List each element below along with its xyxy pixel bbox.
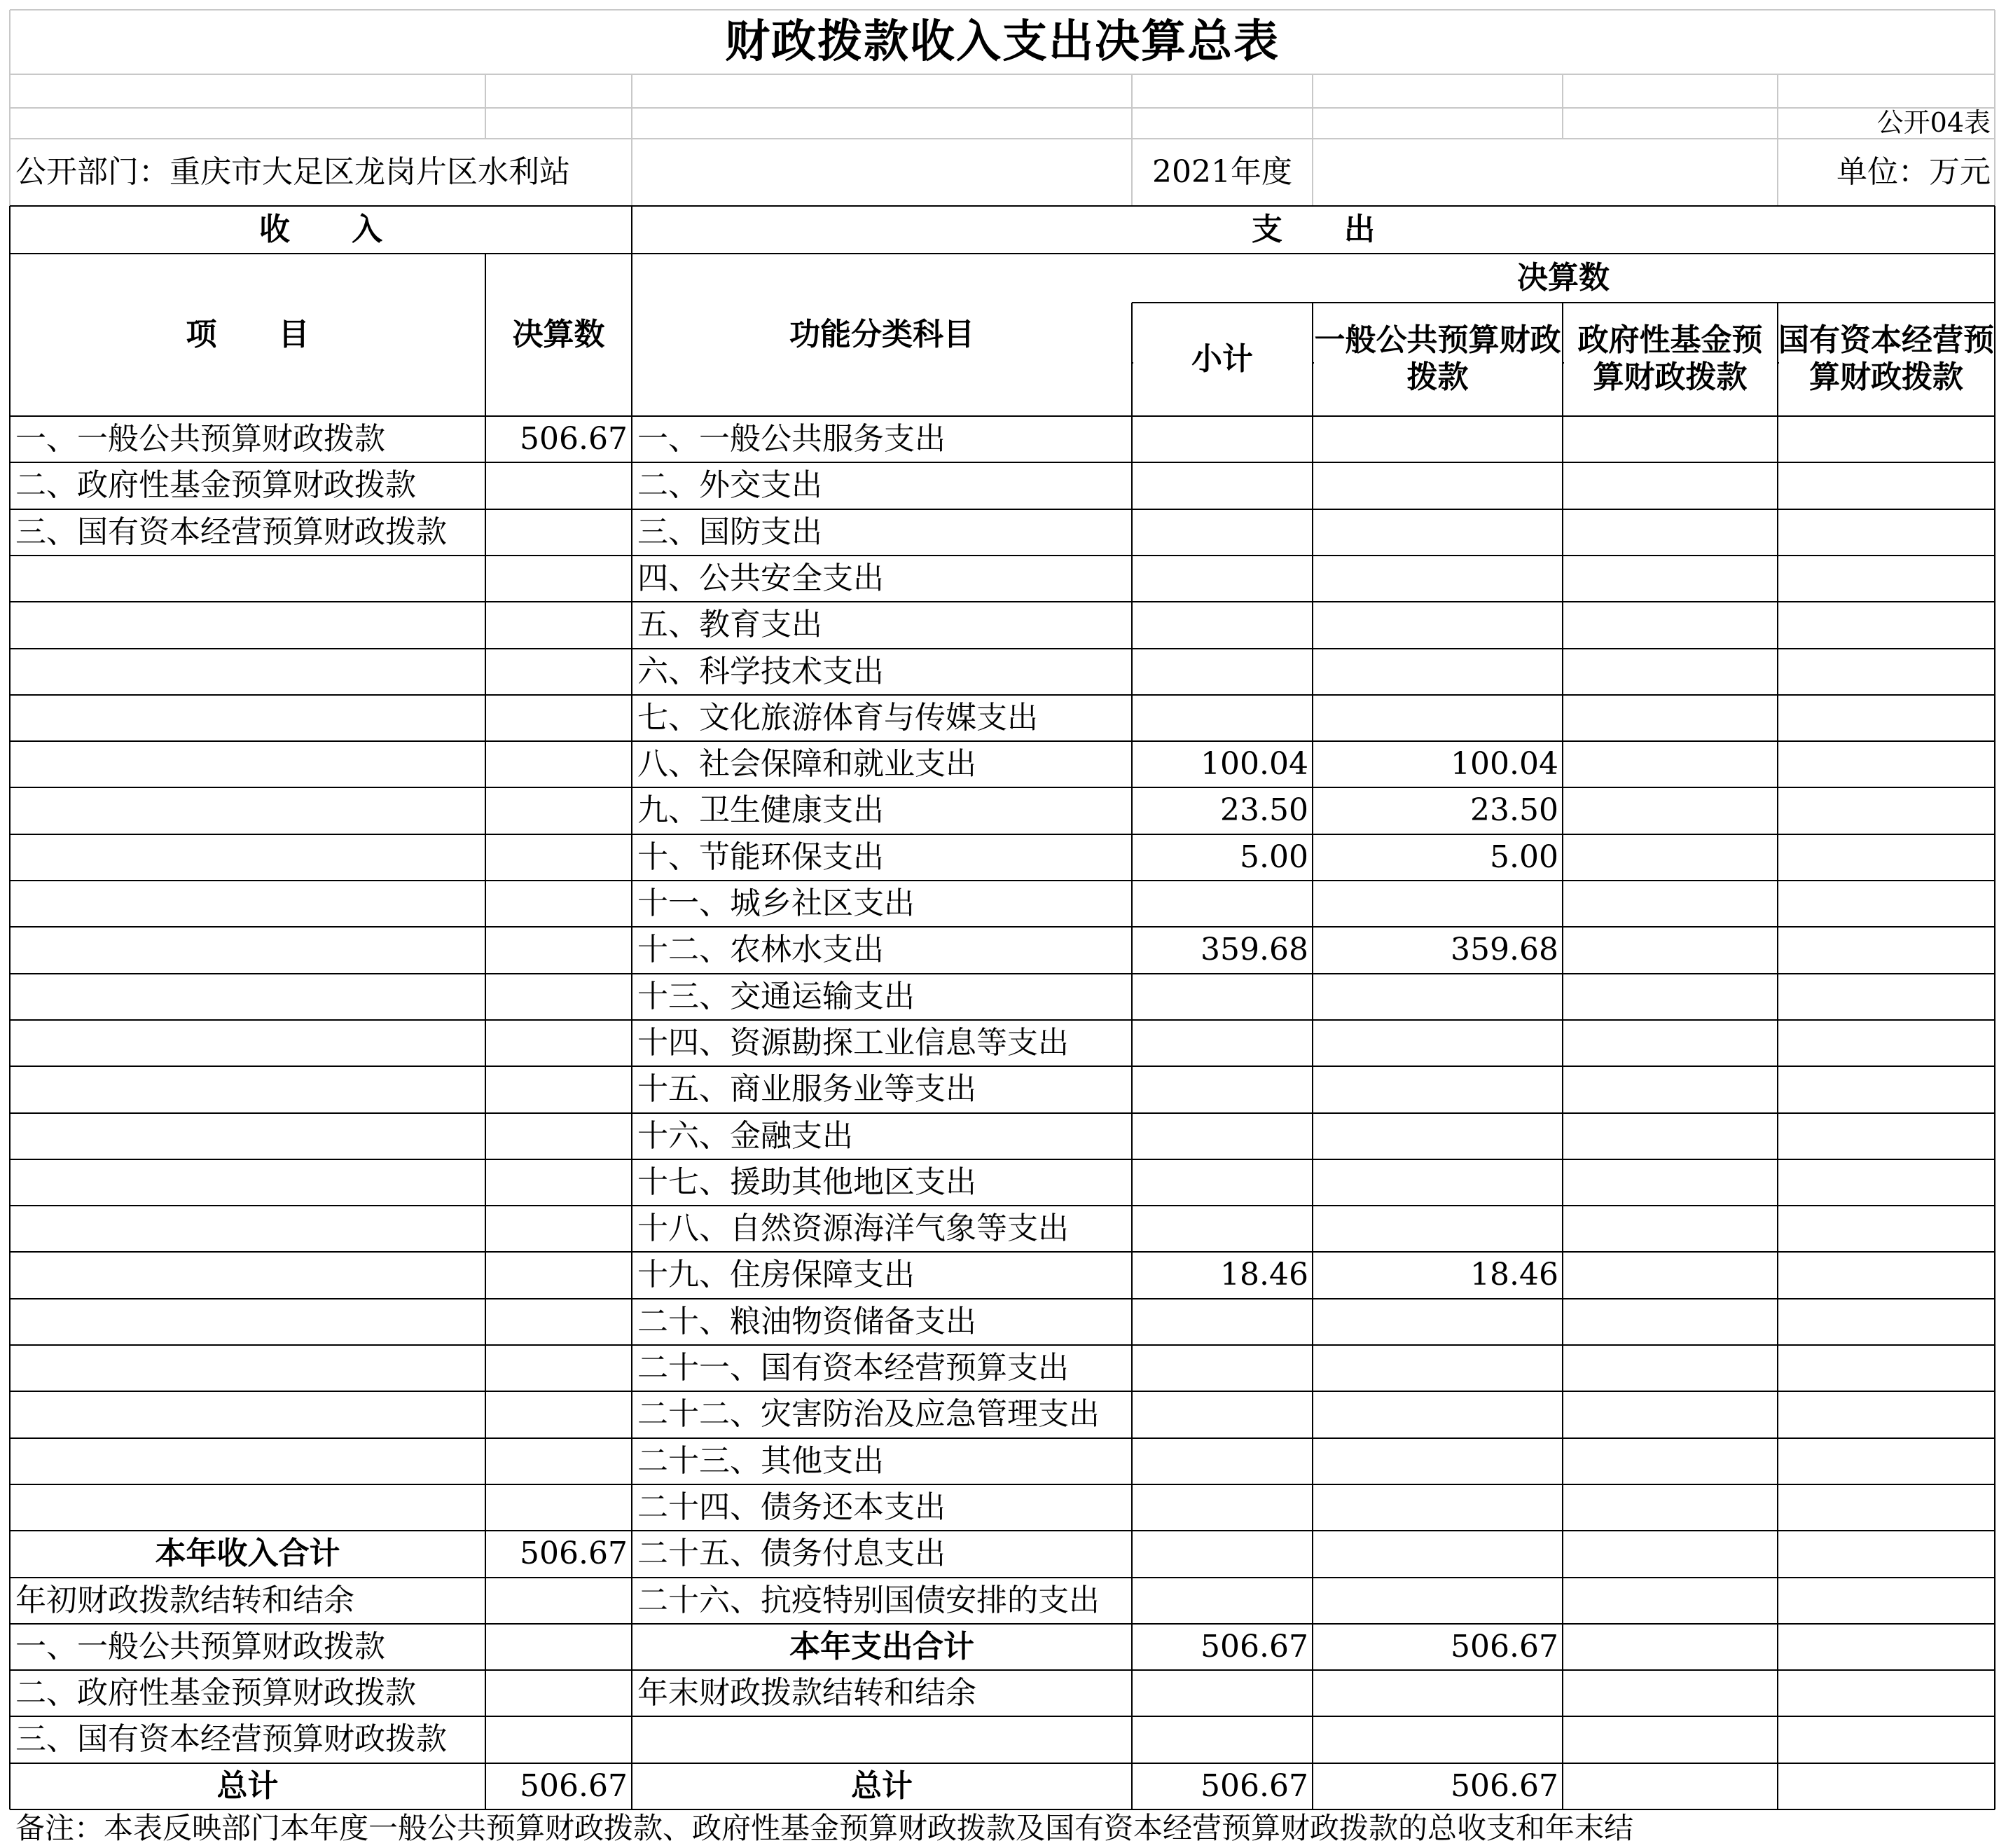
expense-subject: 十一、城乡社区支出 [637,885,915,921]
expense-gov-fund [1563,509,1778,556]
expense-subject: 二十二、灾害防治及应急管理支出 [637,1396,1100,1433]
income-item: 年初财政拨款结转和结余 [15,1582,354,1618]
expense-subject: 五、教育支出 [637,607,822,643]
expense-state-capital [1778,834,1995,881]
income-item: 一、一般公共预算财政拨款 [15,420,385,457]
expense-gov-fund [1563,416,1778,462]
expense-general-budget [1313,602,1563,649]
expense-subtotal [1132,1531,1313,1578]
expense-gov-fund [1563,1484,1778,1531]
fiscal-year: 2021年度 [1152,153,1292,190]
expense-subtotal [1132,1578,1313,1624]
expense-state-capital [1778,1484,1995,1531]
expense-gov-fund [1563,834,1778,881]
income-amount [485,649,632,695]
income-amount [485,556,632,602]
expense-subject: 十七、援助其他地区支出 [637,1164,976,1200]
expense-gov-fund [1563,1438,1778,1484]
expense-subtotal [1132,974,1313,1020]
income-amount [485,1391,632,1438]
expense-state-capital [1778,1020,1995,1066]
income-item [10,1252,485,1299]
expense-state-capital [1778,416,1995,462]
expense-gov-fund [1563,1345,1778,1391]
expense-gov-fund [1563,787,1778,834]
expense-general-budget [1313,416,1563,462]
expense-subject: 十九、住房保障支出 [637,1257,915,1293]
income-amount [485,1578,632,1624]
expense-subtotal [1132,1020,1313,1066]
expense-general-budget [1313,974,1563,1020]
expense-subtotal [1132,1206,1313,1252]
expense-subject: 十八、自然资源海洋气象等支出 [637,1210,1069,1246]
income-item [10,1206,485,1252]
expense-subject: 年末财政拨款结转和结余 [637,1674,976,1711]
expense-general-budget [1313,649,1563,695]
income-amount [485,602,632,649]
expense-subject: 二十四、债务还本支出 [637,1489,946,1525]
expense-general-budget [1313,1531,1563,1578]
expense-gov-fund [1563,1159,1778,1206]
expense-subject: 八、社会保障和就业支出 [637,745,976,782]
expense-subtotal [1132,695,1313,741]
income-item: 三、国有资本经营预算财政拨款 [15,1721,447,1758]
expense-gov-fund [1563,695,1778,741]
income-amount [485,1716,632,1763]
expense-state-capital [1778,1763,1995,1809]
expense-gov-fund [1563,1578,1778,1624]
expense-general-budget [1313,1020,1563,1066]
expense-subject: 十二、农林水支出 [637,932,884,968]
expense-subtotal [1132,1299,1313,1345]
expense-subtotal [1132,1670,1313,1716]
expense-state-capital [1778,1206,1995,1252]
income-amount [485,509,632,556]
income-amount [485,974,632,1020]
income-amount [485,1159,632,1206]
income-item: 本年收入合计 [155,1536,340,1572]
income-item [10,649,485,695]
income-amount: 506.67 [520,1536,628,1572]
department-label: 公开部门：重庆市大足区龙岗片区水利站 [15,153,570,190]
expense-state-capital [1778,927,1995,974]
income-item [10,1020,485,1066]
expense-subject: 十五、商业服务业等支出 [637,1071,976,1108]
expense-gov-fund [1563,1716,1778,1763]
expense-subject: 十六、金融支出 [637,1117,853,1154]
expense-subtotal [1132,602,1313,649]
expense-general-budget: 23.50 [1470,792,1558,829]
expense-subject: 二十三、其他支出 [637,1442,884,1479]
expense-state-capital [1778,1159,1995,1206]
expense-subtotal [1132,1159,1313,1206]
expense-gov-fund [1563,741,1778,787]
expense-state-capital [1778,1624,1995,1670]
expense-general-budget [1313,1391,1563,1438]
expense-gov-fund [1563,1206,1778,1252]
expense-gov-fund [1563,1252,1778,1299]
expense-state-capital [1778,649,1995,695]
expense-general-budget: 100.04 [1451,745,1558,782]
expense-subtotal: 18.46 [1220,1257,1308,1293]
footnote: 备注：本表反映部门本年度一般公共预算财政拨款、政府性基金预算财政拨款及国有资本经营预算财政拨款的总收支和年末结 [15,1811,1634,1846]
expense-gov-fund [1563,974,1778,1020]
income-item [10,1113,485,1159]
expense-subject: 本年支出合计 [789,1628,974,1664]
header-expense: 支 出 [1252,211,1375,247]
income-amount [485,462,632,509]
expense-gov-fund [1563,1113,1778,1159]
expense-state-capital [1778,509,1995,556]
expense-subject: 二十一、国有资本经营预算支出 [637,1349,1069,1386]
expense-gov-fund [1563,1624,1778,1670]
grid-line-v [631,74,632,139]
income-item [10,787,485,834]
income-amount [485,1206,632,1252]
income-item [10,1066,485,1113]
income-item: 一、一般公共预算财政拨款 [15,1628,385,1664]
expense-subtotal: 359.68 [1201,932,1308,968]
expense-general-budget: 506.67 [1451,1628,1558,1664]
expense-subject: 七、文化旅游体育与传媒支出 [637,699,1038,736]
grid-line-h [10,107,1995,109]
income-amount [485,834,632,881]
income-item [10,602,485,649]
income-item [10,1345,485,1391]
expense-subtotal: 23.50 [1220,792,1308,829]
header-general-budget: 一般公共预算财政拨款 [1314,322,1561,395]
header-income: 收 入 [259,211,382,247]
income-item [10,881,485,927]
expense-subtotal [1132,556,1313,602]
expense-general-budget [1313,556,1563,602]
expense-gov-fund [1563,1299,1778,1345]
expense-general-budget [1313,695,1563,741]
income-item [10,1484,485,1531]
expense-gov-fund [1563,881,1778,927]
header-final-amount: 决算数 [512,316,605,352]
expense-subtotal [1132,1438,1313,1484]
income-item [10,556,485,602]
expense-subject: 总计 [851,1767,913,1804]
income-amount [485,695,632,741]
expense-state-capital [1778,695,1995,741]
expense-state-capital [1778,974,1995,1020]
expense-subtotal [1132,1484,1313,1531]
table-number: 公开04表 [1876,108,1991,139]
expense-gov-fund [1563,1391,1778,1438]
expense-subject: 二十、粮油物资储备支出 [637,1303,976,1339]
expense-state-capital [1778,602,1995,649]
expense-gov-fund [1563,1763,1778,1809]
income-amount [485,1252,632,1299]
expense-subtotal [1132,1391,1313,1438]
expense-state-capital [1778,1252,1995,1299]
expense-subtotal [1132,1716,1313,1763]
income-item: 总计 [216,1767,279,1804]
income-item: 二、政府性基金预算财政拨款 [15,1674,416,1711]
expense-general-budget [1313,1438,1563,1484]
expense-general-budget [1313,1716,1563,1763]
expense-state-capital [1778,741,1995,787]
expense-gov-fund [1563,602,1778,649]
expense-subject: 六、科学技术支出 [637,653,884,689]
income-amount [485,1624,632,1670]
income-amount [485,1113,632,1159]
expense-subtotal [1132,881,1313,927]
expense-state-capital [1778,1670,1995,1716]
expense-subject: 九、卫生健康支出 [637,792,884,829]
expense-state-capital [1778,1299,1995,1345]
expense-subject: 三、国防支出 [637,513,822,550]
header-state-capital: 国有资本经营预算财政拨款 [1778,322,1994,395]
income-item [10,1438,485,1484]
expense-general-budget [1313,1484,1563,1531]
expense-gov-fund [1563,462,1778,509]
header-gov-fund: 政府性基金预算财政拨款 [1577,322,1763,395]
expense-state-capital [1778,1345,1995,1391]
expense-general-budget [1313,1578,1563,1624]
expense-gov-fund [1563,649,1778,695]
expense-subtotal: 5.00 [1240,839,1308,875]
expense-subtotal [1132,462,1313,509]
income-item [10,974,485,1020]
expense-subject: 十三、交通运输支出 [637,978,915,1014]
expense-general-budget [1313,1159,1563,1206]
expense-general-budget: 5.00 [1490,839,1558,875]
unit-label: 单位：万元 [1837,153,1991,190]
expense-state-capital [1778,462,1995,509]
grid-line-v [1562,74,1563,139]
report-title: 财政拨款收入支出决算总表 [725,15,1280,68]
expense-general-budget [1313,1670,1563,1716]
grid-line-v [1131,74,1133,139]
expense-state-capital [1778,1438,1995,1484]
expense-subtotal [1132,509,1313,556]
expense-general-budget: 359.68 [1451,932,1558,968]
expense-state-capital [1778,1391,1995,1438]
income-amount [485,927,632,974]
expense-general-budget [1313,1345,1563,1391]
income-item [10,1299,485,1345]
expense-state-capital [1778,1578,1995,1624]
expense-subject: 二十六、抗疫特别国债安排的支出 [637,1582,1100,1618]
expense-state-capital [1778,1716,1995,1763]
income-item [10,1159,485,1206]
expense-subtotal [1132,416,1313,462]
income-item [10,695,485,741]
income-amount [485,741,632,787]
grid-line-v [1312,74,1313,139]
expense-gov-fund [1563,1670,1778,1716]
income-amount [485,787,632,834]
income-item [10,927,485,974]
expense-subject [632,1716,1132,1763]
expense-subject: 一、一般公共服务支出 [637,420,946,457]
income-amount: 506.67 [520,1767,628,1804]
header-function-subject: 功能分类科目 [789,316,974,352]
expense-state-capital [1778,1531,1995,1578]
expense-state-capital [1778,1066,1995,1113]
expense-gov-fund [1563,556,1778,602]
expense-general-budget [1313,1113,1563,1159]
expense-gov-fund [1563,1531,1778,1578]
expense-general-budget [1313,881,1563,927]
expense-state-capital [1778,1113,1995,1159]
expense-subtotal [1132,1066,1313,1113]
income-item [10,834,485,881]
income-amount [485,1438,632,1484]
header-subtotal: 小计 [1191,340,1253,377]
expense-general-budget: 506.67 [1451,1767,1558,1804]
income-amount [485,881,632,927]
header-item: 项 目 [186,316,310,352]
income-item [10,741,485,787]
expense-subject: 十、节能环保支出 [637,839,884,875]
expense-state-capital [1778,787,1995,834]
expense-gov-fund [1563,1066,1778,1113]
income-amount [485,1670,632,1716]
income-amount: 506.67 [520,420,628,457]
expense-general-budget [1313,1206,1563,1252]
expense-subtotal [1132,1345,1313,1391]
expense-gov-fund [1563,927,1778,974]
expense-subject: 四、公共安全支出 [637,560,884,596]
income-amount [485,1020,632,1066]
income-item: 三、国有资本经营预算财政拨款 [15,513,447,550]
expense-subtotal: 506.67 [1201,1628,1308,1664]
expense-general-budget [1313,1299,1563,1345]
expense-general-budget [1313,462,1563,509]
expense-subtotal [1132,649,1313,695]
income-amount [485,1484,632,1531]
expense-subtotal [1132,1113,1313,1159]
income-item: 二、政府性基金预算财政拨款 [15,467,416,504]
expense-state-capital [1778,556,1995,602]
income-item [10,1391,485,1438]
expense-subject: 二、外交支出 [637,467,822,504]
header-final-amount-group: 决算数 [1517,259,1610,296]
grid-line-v [485,74,486,139]
income-amount [485,1299,632,1345]
expense-general-budget: 18.46 [1470,1257,1558,1293]
expense-state-capital [1778,881,1995,927]
expense-subtotal: 100.04 [1201,745,1308,782]
expense-subject: 十四、资源勘探工业信息等支出 [637,1024,1069,1061]
income-amount [485,1066,632,1113]
expense-general-budget [1313,1066,1563,1113]
expense-general-budget [1313,509,1563,556]
expense-subject: 二十五、债务付息支出 [637,1536,946,1572]
expense-gov-fund [1563,1020,1778,1066]
expense-subtotal: 506.67 [1201,1767,1308,1804]
income-amount [485,1345,632,1391]
